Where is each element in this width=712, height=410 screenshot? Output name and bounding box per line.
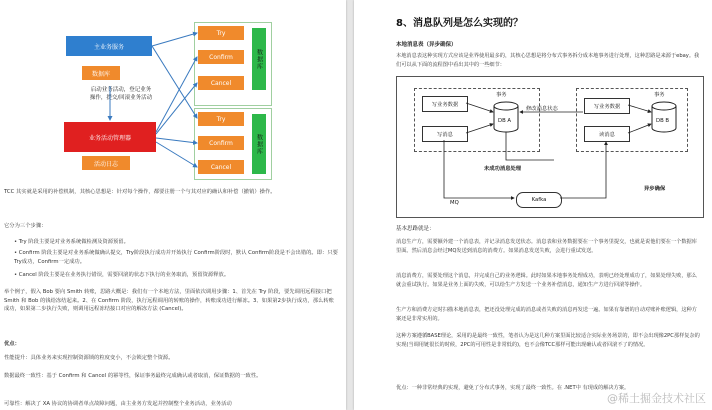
base-paragraph: 这种方案遵循BASE理论，采用的是最终一致性，笔者认为是这几种方案里面比较适合实际业务场景的，即不会出现像2PC那样复杂的实现(当调用链很长的时候，2PC的可用性是非常低的)，也不会像TCC那样可能出现确认或者回滚不了的情况。	[396, 333, 700, 348]
advantage-consistency: 数据最终一致性：基于 Confirm 和 Cancel 的幂等性，保证事务最终完成确认或者取消，保证数据的一致性。	[4, 373, 262, 379]
service-a-try-label: Try	[216, 29, 226, 37]
activity-log-label: 活动日志	[93, 160, 118, 168]
left-diagram-arrows	[0, 0, 346, 190]
right-page	[354, 0, 712, 410]
activity-manager-label: 业务活动管理器	[88, 134, 131, 142]
advantage-reliability: 可靠性：解决了 XA 协议的协调者单点故障问题，由主业务方发起并控制整个业务活动，业务活动	[4, 401, 232, 407]
producer-paragraph: 消息生产方，需要额外建一个消息表，并记录消息发送状态。消息表和业务数据要在一个事务里提交，也就是说他们要在一个数据库里面。然后消息会经过MQ发送到消息的消费方。如果消息发送失败，会进行重试发送。	[396, 239, 697, 254]
service-a-confirm-label: Confirm	[209, 53, 233, 61]
activity-note: 启动业务活动，登记业务 操作，提交/回滚业务活动	[89, 87, 153, 101]
service-b-confirm-label: Confirm	[209, 139, 233, 147]
main-service-db-label: 数据库	[91, 70, 110, 78]
read-message: 读消息	[584, 126, 630, 142]
right-diagram-lines	[354, 0, 712, 230]
main-service-label: 主业务服务	[93, 43, 124, 51]
example-paragraph: 举个例子，假入 Bob 要向 Smith 转账，思路大概是：我们有一个本地方法，里面依次调用步骤：1、首先在 Try 阶段，要先调用远程接口把 Smith 和 Bob 的钱给冻结起来。2、在 Confirm 阶段，执行远程调用的转账的操作，转账成功进行解冻。3、如果第2步执行成功，那么转账成功，如果第二步执行失败，则调用远程冻结接口对应的解冻方法 (Cancel)。	[4, 289, 334, 313]
scan-paragraph: 生产方和消费方定时扫描本地消息表，把还没处理完成的消息或者失败的消息再发送一遍。如果有靠谱的自动对账补账逻辑，这种方案还是非常实用的。	[396, 307, 697, 322]
db-b-cylinder	[652, 102, 676, 132]
left-page	[0, 0, 346, 410]
service-a-db-label: 数据库	[255, 48, 263, 70]
service-b-db-label: 数据库	[255, 133, 263, 155]
service-b-cancel-label: Cancel	[210, 163, 232, 171]
unfinished-label: 未成功消息处理	[484, 166, 522, 172]
section-intro: 本地消息表这种实现方式应该是业界使用最多的，其核心思想是将分布式事务拆分成本地事务进行处理，这种思路是来源于ebay。我们可以从下面的流程图中看出其中的一些细节：	[396, 53, 700, 68]
sync-status-label: 修改消息状态	[526, 106, 558, 112]
basic-idea-title: 基本思路就是：	[396, 226, 435, 232]
step-try: • Try 阶段主要是对业务系统做检测及资源预留。	[14, 239, 129, 245]
async-label: 异步确保	[644, 186, 666, 192]
txn-label-left: 事务	[496, 92, 507, 98]
advantage-performance: 性能提升：具体业务来实现控制资源锁的粒度变小，不会锁定整个资源。	[4, 355, 174, 361]
steps-intro: 它分为三个步骤：	[4, 223, 47, 229]
consumer-paragraph: 消息消费方，需要处理这个消息，并完成自己的业务逻辑。此时如果本地事务处理成功，表明已经处理成功了，如果处理失败，那么就会重试执行。如果是业务上面的失败，可以给生产方发送一个业务补偿消息，通知生产方进行回滚等操作。	[396, 273, 697, 288]
write-business-right: 写业务数据	[584, 98, 630, 114]
section-heading: 8、消息队列是怎么实现的？	[396, 18, 523, 29]
db-a-cylinder	[494, 102, 518, 132]
tcc-intro: TCC 其实就是采用的补偿机制，其核心思想是：针对每个操作，都要注册一个与其对应的确认和补偿（撤销）操作。	[4, 189, 276, 195]
section-subheading: 本地消息表（异步确保）	[396, 42, 457, 48]
watermark: @稀土掘金技术社区	[607, 392, 706, 405]
service-a-cancel-label: Cancel	[210, 79, 232, 87]
write-message: 写消息	[422, 126, 468, 142]
write-business-left: 写业务数据	[422, 96, 468, 112]
service-b-try-label: Try	[216, 115, 226, 123]
step-cancel: • Cancel 阶段主要是在业务执行错误，需要回滚的状态下执行的业务取消，预留资源释放。	[14, 272, 230, 278]
db-b-label: DB B	[656, 118, 670, 124]
kafka-node: Kafka	[516, 192, 562, 208]
step-confirm: • Confirm 阶段主要是对业务系统做确认提交，Try阶段执行成功并开始执行 Confirm阶段时，默认 Confirm阶段是不会出错的。即：只要Try成功，Confirm一定成功。	[14, 250, 338, 265]
advantage-paragraph: 优点：一种非常经典的实现，避免了分布式事务，实现了最终一致性。在 .NET中 有现成的解决方案。	[396, 385, 630, 391]
db-a-label: DB A	[498, 118, 512, 124]
mq-label: MQ	[450, 200, 459, 206]
advantages-title: 优点：	[4, 341, 20, 347]
txn-label-right: 事务	[654, 92, 665, 98]
